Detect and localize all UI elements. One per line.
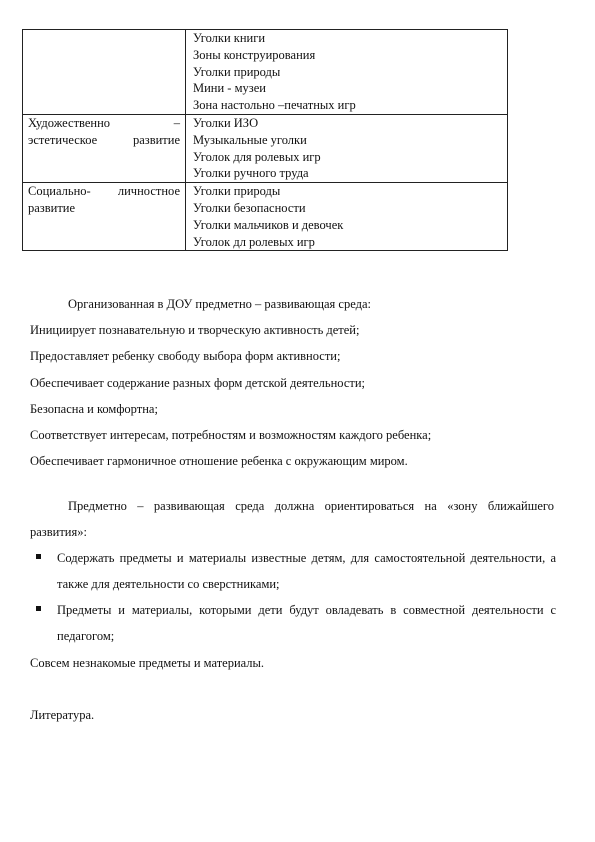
bullet-item [30,597,556,649]
table-item: Музыкальные уголки [193,132,307,147]
table-cell-items [186,114,508,182]
list-item: Обеспечивает содержание разных форм детской деятельности; [30,375,366,390]
table-item: Уголки безопасности [193,200,306,215]
table-item: Зона настольно –печатных игр [193,98,356,113]
table-item: Уголки природы [193,184,281,199]
table-item: Уголки ручного труда [193,166,309,181]
list-item: Инициирует познавательную и творческую активность детей; [30,323,360,337]
table-item: Уголок для ролевых игр [193,149,321,164]
table-cell-area [23,183,186,251]
table-cell-area [23,114,186,182]
square-bullet-icon [36,606,41,611]
table-cell-area [23,30,186,115]
qualities-list [30,317,560,475]
table-row [23,30,508,115]
development-areas-table [22,29,508,251]
zone-paragraph: Предметно – развивающая среда должна ориентироваться на «зону ближайшего развития»: [30,499,554,539]
table-cell-items [186,30,508,115]
table-row [23,114,508,182]
square-bullet-icon [36,554,41,559]
bullet-text: Предметы и материалы, которыми дети будут овладевать в совместной деятельности с педагогом; [57,603,556,643]
bullet-text: Содержать предметы и материалы известные детям, для самостоятельной деятельности, а также для деятельности со сверстниками; [57,551,556,591]
table-item: Зоны конструирования [193,47,316,62]
table-row [23,183,508,251]
list-item: Соответствует интересам, потребностям и возможностям каждого ребенка; [30,428,432,443]
literature-heading: Литература. [30,708,95,722]
table-item: Уголки мальчиков и девочек [193,217,344,232]
bullet-list [30,545,556,649]
bullet-item [30,545,556,597]
table-item: Уголки ИЗО [193,115,259,130]
table-item: Уголок дл ролевых игр [193,234,315,249]
intro-paragraph: Организованная в ДОУ предметно – развивающая среда: [68,297,371,311]
table-item: Мини - музеи [193,81,266,96]
table-item: Уголки природы [193,64,281,79]
table-cell-items [186,183,508,251]
area-label-line: эстетическое развитие [28,132,180,147]
area-label-line: Художественно – [28,115,180,130]
area-label-line: развитие [28,200,76,215]
area-label-line: Социально- личностное [28,184,180,199]
list-item: Обеспечивает гармоничное отношение ребенка с окружающим миром. [30,454,408,469]
table-item: Уголки книги [193,31,266,45]
list-item: Предоставляет ребенку свободу выбора форм активности; [30,349,341,364]
closing-line: Совсем незнакомые предметы и материалы. [30,656,265,670]
list-item: Безопасна и комфортна; [30,401,158,416]
